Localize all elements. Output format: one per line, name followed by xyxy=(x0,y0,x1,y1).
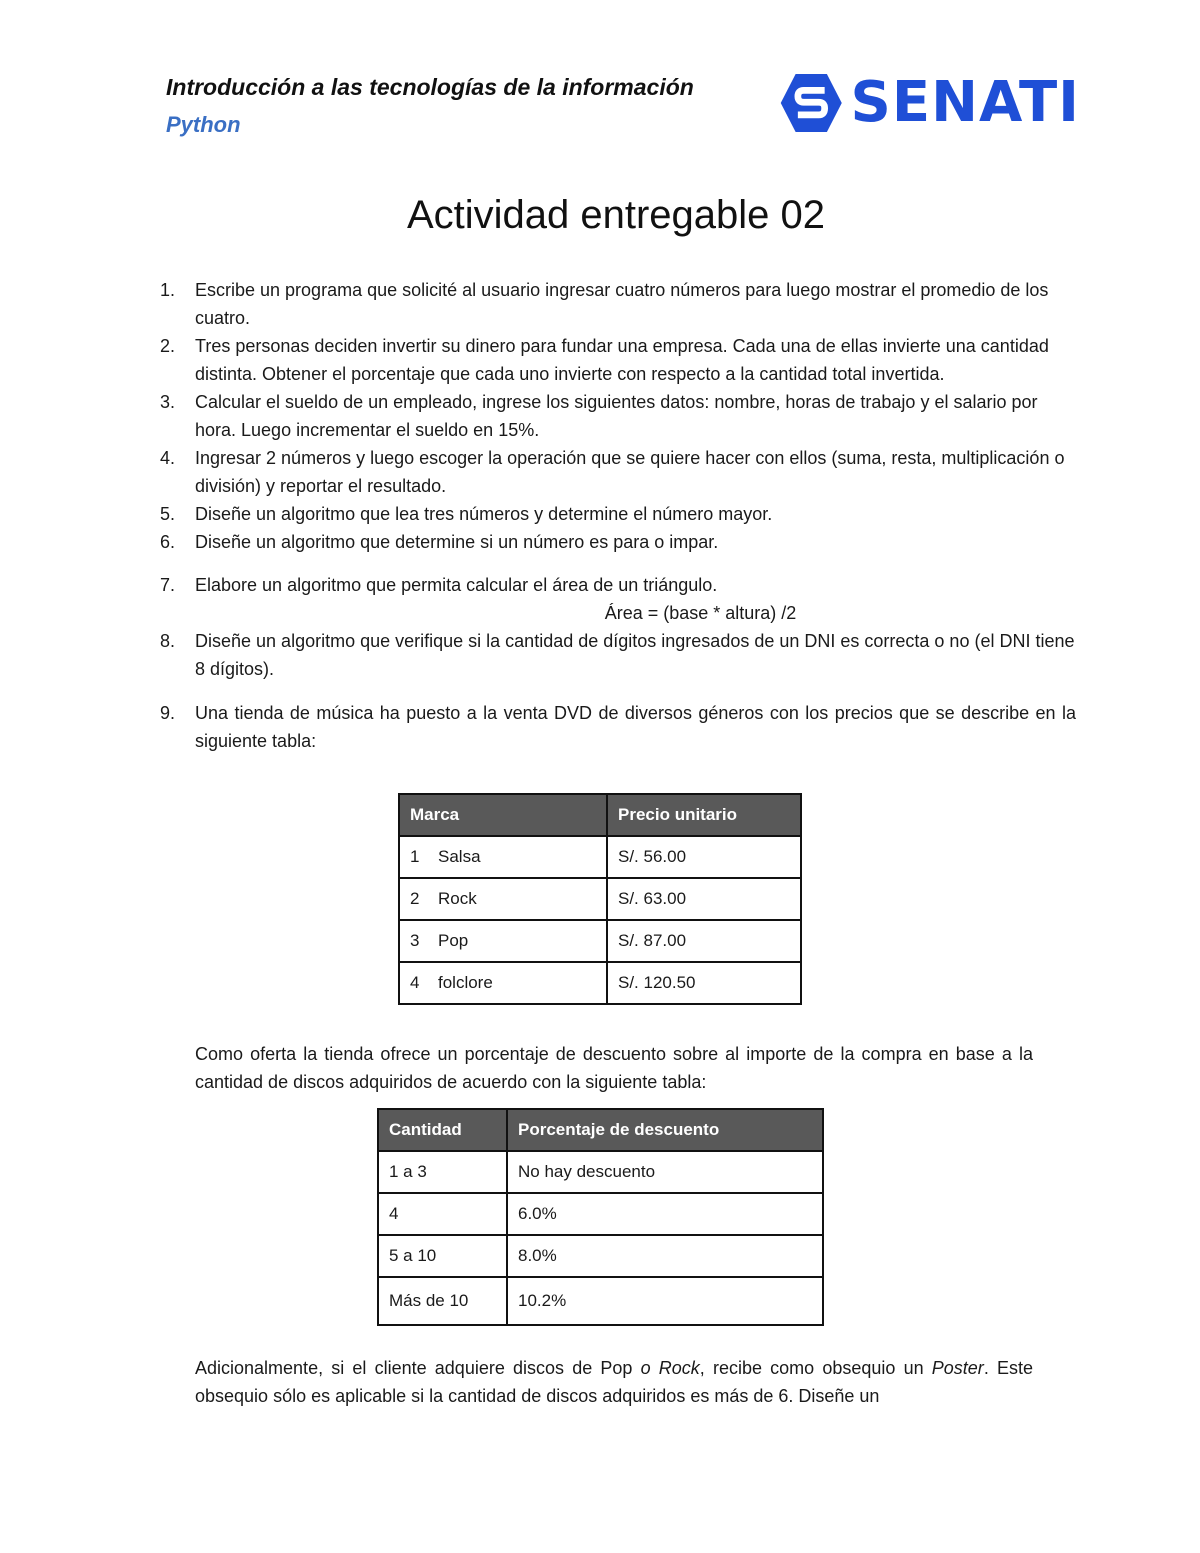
descuento-cell: 8.0% xyxy=(507,1235,823,1277)
closing-text-3: , recibe como obsequio un xyxy=(699,1358,932,1378)
course-title: Introducción a las tecnologías de la información xyxy=(166,74,694,100)
marca-name: Salsa xyxy=(438,847,481,866)
precio-cell: S/. 87.00 xyxy=(607,920,801,962)
table-row xyxy=(399,962,801,1004)
precio-cell: S/. 120.50 xyxy=(607,962,801,1004)
table-header-row xyxy=(399,794,801,836)
table-row xyxy=(378,1277,823,1325)
senati-hexagon-icon xyxy=(780,62,843,144)
table-row xyxy=(399,836,801,878)
page-title: Actividad entregable 02 xyxy=(406,193,826,237)
list-item xyxy=(160,500,1076,528)
item-number: 8. xyxy=(160,631,176,651)
cantidad-cell: Más de 10 xyxy=(378,1277,507,1325)
list-item xyxy=(160,332,1076,388)
row-index: 3 xyxy=(410,931,420,950)
column-header-marca: Marca xyxy=(399,794,607,836)
prices-table xyxy=(398,793,802,1005)
marca-cell xyxy=(399,920,607,962)
table-row xyxy=(378,1193,823,1235)
item-number: 7. xyxy=(160,575,176,595)
row-index: 4 xyxy=(410,973,420,992)
table-row xyxy=(399,878,801,920)
item-text: Diseñe un algoritmo que determine si un número es para o impar. xyxy=(195,532,719,552)
marca-name: Rock xyxy=(438,889,477,908)
marca-name: Pop xyxy=(438,931,469,950)
course-subject: Python xyxy=(166,112,241,137)
item-text: Diseñe un algoritmo que lea tres números y determine el número mayor. xyxy=(195,504,773,524)
triangle-area-formula: Área = (base * altura) /2 xyxy=(604,603,797,623)
table-header-row xyxy=(378,1109,823,1151)
senati-logo xyxy=(780,60,1080,146)
cantidad-cell: 5 a 10 xyxy=(378,1235,507,1277)
precio-cell: S/. 63.00 xyxy=(607,878,801,920)
closing-text-5: . Este obsequio sólo es aplicable si la cantidad de discos adquiridos es más de 6. Diseñe un xyxy=(195,1358,1033,1406)
column-header-descuento: Porcentaje de descuento xyxy=(507,1109,823,1151)
list-item xyxy=(160,699,1076,755)
table-row xyxy=(378,1151,823,1193)
marca-cell xyxy=(399,878,607,920)
list-item xyxy=(160,528,1076,556)
list-item xyxy=(160,571,1076,627)
item-number: 6. xyxy=(160,532,176,552)
descuento-cell: 10.2% xyxy=(507,1277,823,1325)
item-number: 5. xyxy=(160,504,176,524)
discounts-table xyxy=(377,1108,824,1326)
marca-name: folclore xyxy=(438,973,493,992)
marca-cell xyxy=(399,836,607,878)
column-header-precio: Precio unitario xyxy=(607,794,801,836)
precio-cell: S/. 56.00 xyxy=(607,836,801,878)
item-text: Una tienda de música ha puesto a la venta DVD de diversos géneros con los precios que se describe en la siguiente tabla: xyxy=(195,703,1076,751)
item-number: 2. xyxy=(160,336,176,356)
item-text: Tres personas deciden invertir su dinero para fundar una empresa. Cada una de ellas invierte una cantidad distinta. Obtener el porcentaje que cada uno invierte con respecto a la cantidad total invertida. xyxy=(195,336,1049,384)
row-index: 2 xyxy=(410,889,420,908)
marca-cell xyxy=(399,962,607,1004)
item-number: 9. xyxy=(160,703,176,723)
senati-logo-text: SENATI xyxy=(850,70,1080,135)
item-text: Elabore un algoritmo que permita calcular el área de un triángulo. xyxy=(195,575,718,595)
list-item xyxy=(160,388,1076,444)
closing-paragraph xyxy=(195,1354,1033,1410)
activity-list xyxy=(160,276,1076,755)
closing-text-1: Adicionalmente, si el cliente adquiere discos de Pop xyxy=(195,1358,641,1378)
cantidad-cell: 4 xyxy=(378,1193,507,1235)
item-text: Diseñe un algoritmo que verifique si la cantidad de dígitos ingresados de un DNI es correcta o no (el DNI tiene 8 dígitos). xyxy=(195,631,1075,679)
cantidad-cell: 1 a 3 xyxy=(378,1151,507,1193)
item-text: Ingresar 2 números y luego escoger la operación que se quiere hacer con ellos (suma, resta, multiplicación o división) y reportar el resultado. xyxy=(195,448,1065,496)
item-number: 4. xyxy=(160,448,176,468)
list-item xyxy=(160,444,1076,500)
item-number: 3. xyxy=(160,392,176,412)
item-number: 1. xyxy=(160,280,176,300)
table-row xyxy=(399,920,801,962)
item-text-block xyxy=(195,571,1076,627)
list-item xyxy=(160,276,1076,332)
list-item xyxy=(160,627,1076,683)
column-header-cantidad: Cantidad xyxy=(378,1109,507,1151)
descuento-cell: No hay descuento xyxy=(507,1151,823,1193)
closing-text-2: o Rock xyxy=(640,1358,700,1378)
row-index: 1 xyxy=(410,847,420,866)
item-text: Escribe un programa que solicité al usuario ingresar cuatro números para luego mostrar el promedio de los cuatro. xyxy=(195,280,1049,328)
table-row xyxy=(378,1235,823,1277)
closing-text-4: Poster xyxy=(931,1358,984,1378)
offer-paragraph: Como oferta la tienda ofrece un porcentaje de descuento sobre al importe de la compra en base a la cantidad de discos adquiridos de acuerdo con la siguiente tabla: xyxy=(195,1044,1033,1092)
item-text: Calcular el sueldo de un empleado, ingrese los siguientes datos: nombre, horas de trabajo y el salario por hora. Luego incrementar el sueldo en 15%. xyxy=(195,392,1038,440)
descuento-cell: 6.0% xyxy=(507,1193,823,1235)
